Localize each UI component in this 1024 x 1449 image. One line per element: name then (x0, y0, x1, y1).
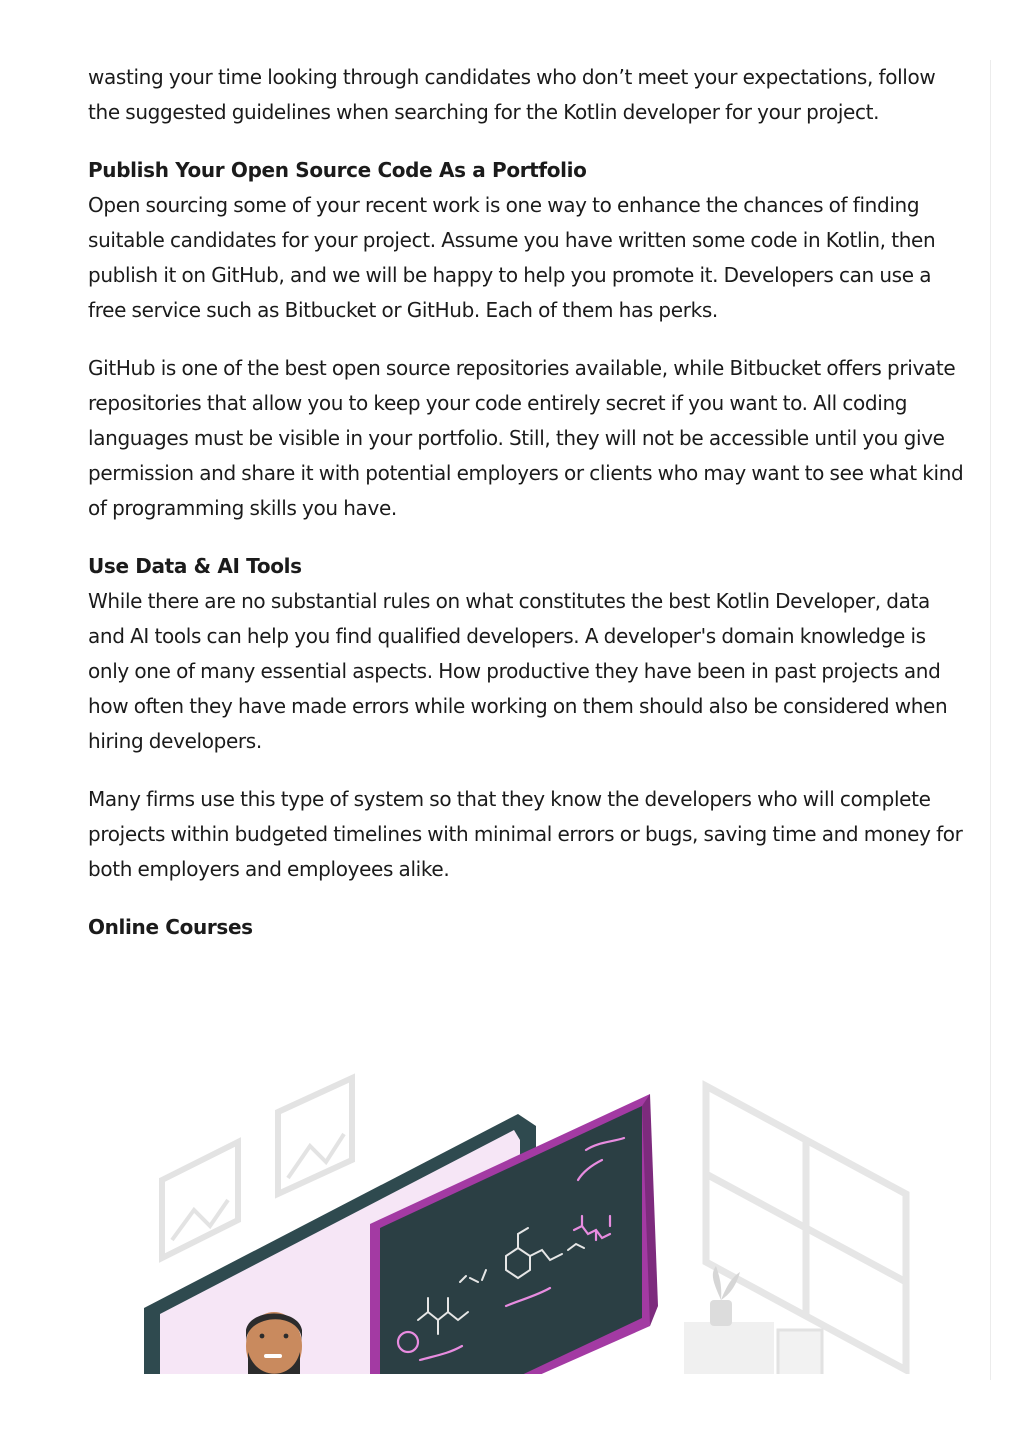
page-edge (990, 60, 991, 1380)
paragraph-data-ai-tools-1: While there are no substantial rules on what constitutes the best Kotlin Developer, data and AI tools can help you find qualified developers. A developer's domain knowledge is only one of many essential aspects. How productive they have been in past projects and how often they have made errors while working on them should also be considered when hiring developers. (88, 589, 948, 753)
paragraph-publish-portfolio-1: Open sourcing some of your recent work is one way to enhance the chances of finding suitable candidates for your project. Assume you have written some code in Kotlin, then publish it on GitHub, and we will be happy to help you promote it. Developers can use a free service such as Bitbucket or GitHub. Each of them has perks. (88, 193, 936, 322)
picture-frame-icon (162, 1142, 238, 1258)
section-heading-online-courses: Online Courses (88, 915, 253, 939)
instructor-avatar (246, 1312, 302, 1374)
intro-paragraph: wasting your time looking through candidates who don’t meet your expectations, follow the suggested guidelines when searching for the Kotlin developer for your project. (88, 65, 936, 124)
section-heading-publish-portfolio: Publish Your Open Source Code As a Portfolio (88, 158, 587, 182)
section-heading-data-ai-tools: Use Data & AI Tools (88, 554, 302, 578)
picture-frame-icon (278, 1078, 352, 1194)
paragraph-publish-portfolio-2: GitHub is one of the best open source repositories available, while Bitbucket offers private repositories that allow you to keep your code entirely secret if you want to. All coding languages must be visible in your portfolio. Still, they will not be accessible until you give permission and share it with potential employers or clients who may want to see what kind of programming skills you have. (88, 356, 964, 520)
paragraph-data-ai-tools-2: Many firms use this type of system so that they know the developers who will complete projects within budgeted timelines with minimal errors or bugs, saving time and money for both employers and employees alike. (88, 787, 963, 881)
article-body (88, 60, 970, 945)
online-course-illustration (88, 1030, 970, 1374)
plant-icon (684, 1266, 822, 1374)
